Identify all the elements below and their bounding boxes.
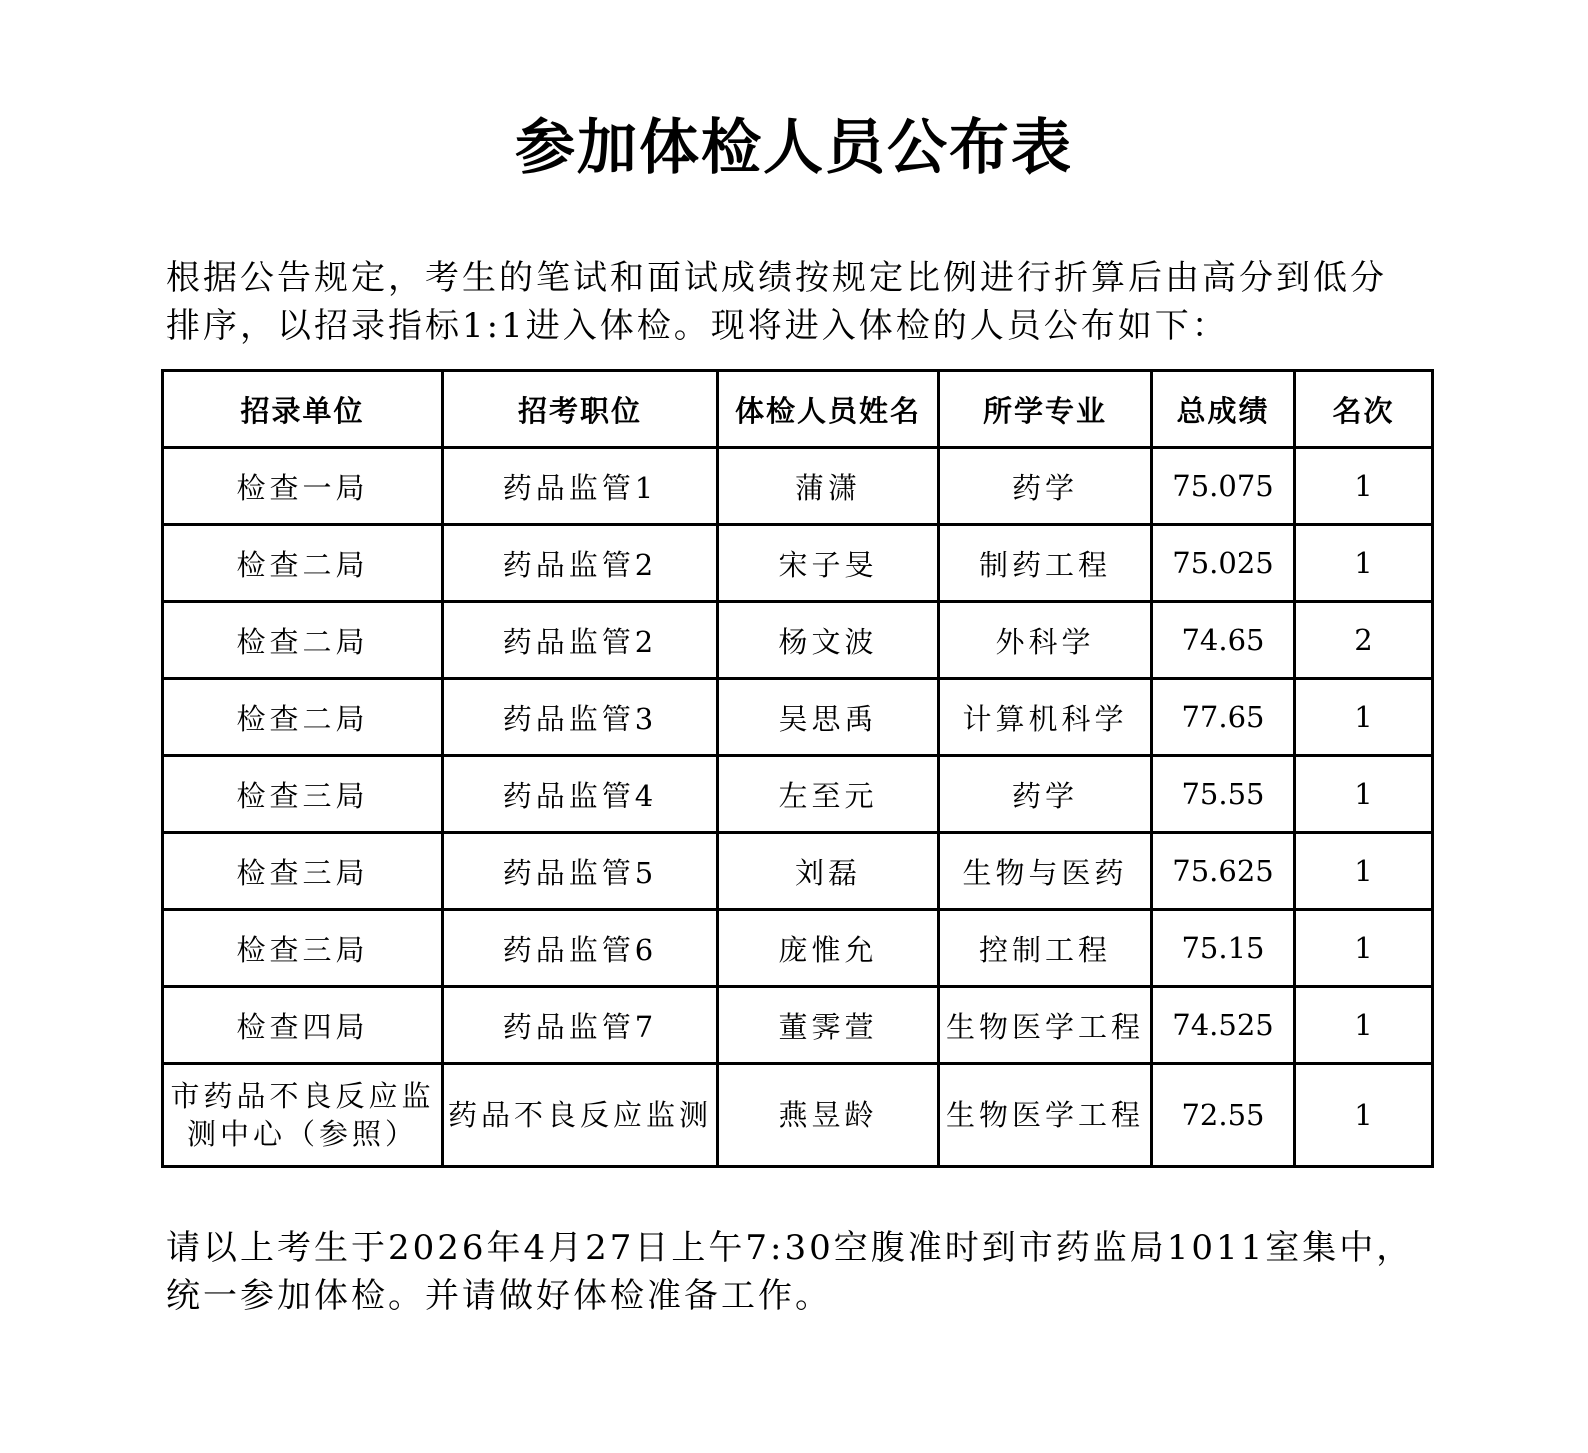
cell-name: 董霁萱 (718, 987, 939, 1064)
header-score: 总成绩 (1152, 371, 1295, 448)
cell-score: 74.65 (1152, 602, 1295, 679)
cell-unit: 检查三局 (163, 756, 443, 833)
header-unit: 招录单位 (163, 371, 443, 448)
header-major: 所学专业 (939, 371, 1152, 448)
cell-score: 74.525 (1152, 987, 1295, 1064)
cell-score: 72.55 (1152, 1064, 1295, 1167)
table-row (163, 602, 1433, 679)
cell-score: 75.55 (1152, 756, 1295, 833)
cell-rank: 1 (1295, 910, 1433, 987)
cell-unit: 检查三局 (163, 833, 443, 910)
cell-unit: 检查二局 (163, 525, 443, 602)
table-row (163, 987, 1433, 1064)
document-title: 参加体检人员公布表 (515, 113, 1073, 183)
exam-roster-table (161, 369, 1434, 1168)
table-row (163, 1064, 1433, 1167)
closing-paragraph: 请以上考生于2026年4月27日上午7:30空腹准时到市药监局1011室集中，统一参加体检。并请做好体检准备工作。 (166, 1228, 1414, 1316)
cell-major: 生物医学工程 (939, 987, 1152, 1064)
cell-position: 药品监管2 (443, 525, 718, 602)
table-header-row (163, 371, 1433, 448)
cell-unit: 检查二局 (163, 602, 443, 679)
table-row (163, 525, 1433, 602)
cell-major: 药学 (939, 756, 1152, 833)
cell-score: 75.15 (1152, 910, 1295, 987)
cell-rank: 1 (1295, 833, 1433, 910)
cell-position: 药品监管5 (443, 833, 718, 910)
table-row (163, 910, 1433, 987)
header-position: 招考职位 (443, 371, 718, 448)
cell-position: 药品监管6 (443, 910, 718, 987)
cell-rank: 2 (1295, 602, 1433, 679)
cell-position: 药品不良反应监测 (443, 1064, 718, 1167)
cell-position: 药品监管4 (443, 756, 718, 833)
cell-score: 77.65 (1152, 679, 1295, 756)
cell-unit: 检查二局 (163, 679, 443, 756)
cell-major: 计算机科学 (939, 679, 1152, 756)
cell-position: 药品监管1 (443, 448, 718, 525)
cell-rank: 1 (1295, 987, 1433, 1064)
cell-name: 庞惟允 (718, 910, 939, 987)
cell-rank: 1 (1295, 679, 1433, 756)
cell-name: 左至元 (718, 756, 939, 833)
cell-unit: 检查四局 (163, 987, 443, 1064)
cell-score: 75.025 (1152, 525, 1295, 602)
cell-name: 燕昱龄 (718, 1064, 939, 1167)
cell-rank: 1 (1295, 756, 1433, 833)
header-rank: 名次 (1295, 371, 1433, 448)
cell-name: 刘磊 (718, 833, 939, 910)
cell-score: 75.075 (1152, 448, 1295, 525)
header-name: 体检人员姓名 (718, 371, 939, 448)
cell-name: 蒲潇 (718, 448, 939, 525)
cell-major: 药学 (939, 448, 1152, 525)
cell-major: 外科学 (939, 602, 1152, 679)
cell-position: 药品监管3 (443, 679, 718, 756)
cell-unit: 检查一局 (163, 448, 443, 525)
cell-name: 杨文波 (718, 602, 939, 679)
table-row (163, 756, 1433, 833)
table-row (163, 448, 1433, 525)
cell-rank: 1 (1295, 1064, 1433, 1167)
cell-score: 75.625 (1152, 833, 1295, 910)
cell-rank: 1 (1295, 525, 1433, 602)
table-row (163, 679, 1433, 756)
cell-position: 药品监管2 (443, 602, 718, 679)
table-row (163, 833, 1433, 910)
cell-name: 吴思禹 (718, 679, 939, 756)
cell-rank: 1 (1295, 448, 1433, 525)
cell-name: 宋子旻 (718, 525, 939, 602)
cell-major: 制药工程 (939, 525, 1152, 602)
cell-major: 控制工程 (939, 910, 1152, 987)
intro-paragraph: 根据公告规定，考生的笔试和面试成绩按规定比例进行折算后由高分到低分排序，以招录指标1:1进入体检。现将进入体检的人员公布如下： (166, 258, 1387, 346)
cell-unit: 检查三局 (163, 910, 443, 987)
cell-major: 生物医学工程 (939, 1064, 1152, 1167)
cell-major: 生物与医药 (939, 833, 1152, 910)
cell-unit: 市药品不良反应监测中心（参照） (163, 1064, 443, 1167)
cell-position: 药品监管7 (443, 987, 718, 1064)
